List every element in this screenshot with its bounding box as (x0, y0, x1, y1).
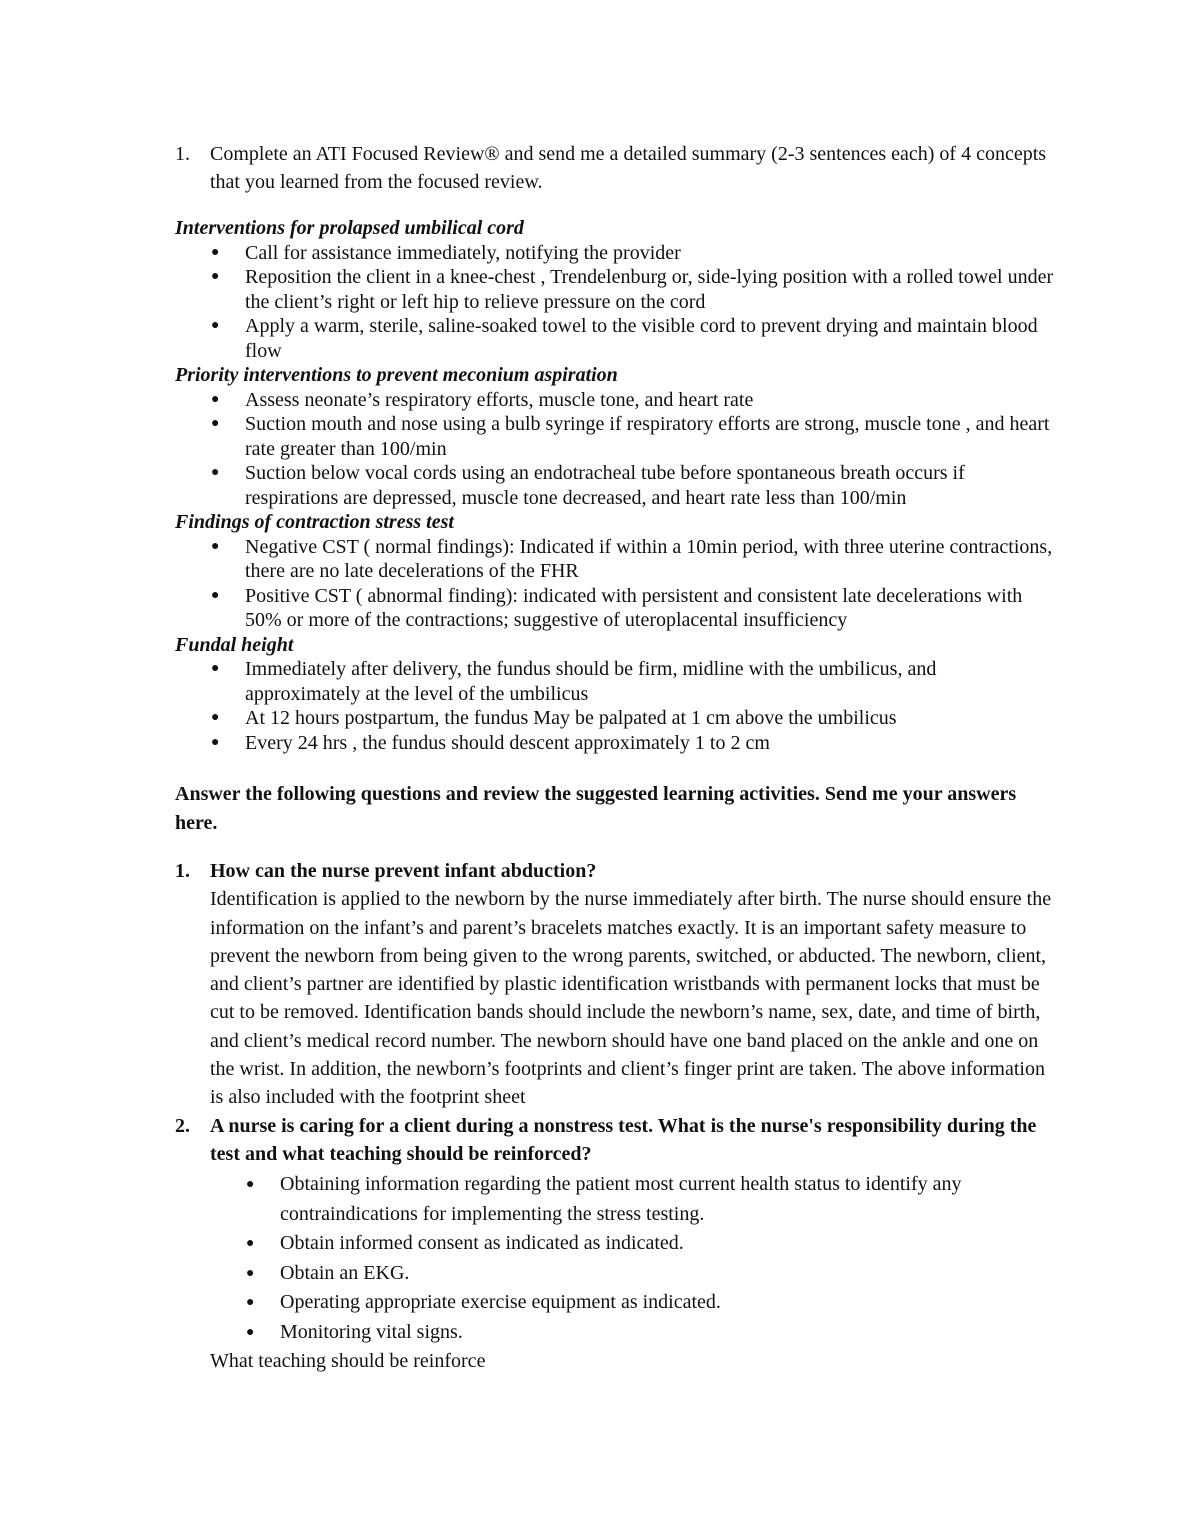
question-answer: Identification is applied to the newborn by the nurse immediately after birth. The nurse should ensure the information on the infant’s and parent’s bracelets matches exactly. It is an important safety measure to prevent the newborn from being given to the wrong parents, switched, or abducted. The newborn, client, and client’s partner are identified by plastic identification wristbands with permanent locks that must be cut to be removed. Identification bands should include the newborn’s name, sex, date, and time of birth, and client’s medical record number. The newborn should have one band placed on the ankle and one on the wrist. In addition, the newborn’s footprints and client’s finger print are taken. The above information is also included with the footprint sheet (210, 888, 1052, 1109)
bullet-icon: ● (246, 1324, 255, 1340)
section-prolapsed-cord (175, 216, 1055, 363)
bullet-icon: ● (211, 318, 220, 333)
intro-text: Complete an ATI Focused Review® and send me a detailed summary (2-3 sentences each) of 4 concepts that you learned from the focused review. (210, 143, 1047, 193)
bullet-icon: ● (246, 1295, 255, 1311)
list-item (175, 535, 1055, 584)
list-item (175, 388, 1055, 413)
question-trailing-text: What teaching should be reinforce (210, 1350, 486, 1373)
section-heading: Findings of contraction stress test (175, 511, 454, 533)
list-item (175, 412, 1055, 461)
list-item-text: Obtaining information regarding the patient most current health status to identify any contraindications for implementing the stress testing. (280, 1173, 962, 1225)
question-title: A nurse is caring for a client during a nonstress test. What is the nurse's responsibility during the test and what teaching should be reinforced? (210, 1114, 1037, 1165)
list-item-text: Obtain an EKG. (280, 1261, 410, 1284)
list-item (210, 1229, 1055, 1259)
list-item-text: Immediately after delivery, the fundus should be firm, midline with the umbilicus, and approximately at the level of the umbilicus (245, 658, 937, 705)
list-item (175, 265, 1055, 314)
section-heading: Priority interventions to prevent meconium aspiration (175, 364, 618, 386)
question-number: 2. (175, 1114, 190, 1137)
list-item-text: Every 24 hrs , the fundus should descent approximately 1 to 2 cm (245, 731, 770, 754)
section-fundal-height (175, 633, 1055, 756)
list-item (210, 1318, 1055, 1348)
question-2 (175, 1112, 1055, 1376)
list-item-text: Call for assistance immediately, notifying the provider (245, 241, 681, 264)
focused-review-sections (175, 216, 1055, 755)
list-item-text: Assess neonate’s respiratory efforts, muscle tone, and heart rate (245, 388, 754, 411)
list-item (210, 1288, 1055, 1318)
section-heading: Interventions for prolapsed umbilical cord (175, 217, 524, 239)
list-item (210, 1259, 1055, 1289)
list-item-text: Suction mouth and nose using a bulb syringe if respiratory efforts are strong, muscle tone , and heart rate greater than 100/min (245, 413, 1050, 460)
section-heading: Fundal height (175, 633, 294, 656)
list-item (175, 731, 1055, 756)
bullet-icon: ● (246, 1265, 255, 1281)
list-item-text: At 12 hours postpartum, the fundus May be palpated at 1 cm above the umbilicus (245, 707, 897, 729)
bullet-icon: ● (211, 710, 220, 725)
list-item-text: Negative CST ( normal findings): Indicated if within a 10min period, with three uterine contractions, there are no late decelerations of the FHR (245, 535, 1053, 582)
bullet-icon: ● (211, 587, 220, 603)
intro-number: 1. (175, 143, 190, 165)
section-meconium-aspiration (175, 363, 1055, 510)
list-item (175, 314, 1055, 363)
bullet-icon: ● (211, 269, 220, 284)
question-title: How can the nurse prevent infant abduction? (210, 860, 597, 882)
bullet-icon: ● (211, 416, 220, 431)
answer-instructions-heading: Answer the following questions and review the suggested learning activities. Send me your answers here. (175, 783, 1017, 834)
bullet-icon: ● (211, 244, 220, 260)
bullet-icon: ● (211, 661, 220, 676)
list-item-text: Positive CST ( abnormal finding): indicated with persistent and consistent late decelerations with 50% or more of the contractions; suggestive of uteroplacental insufficiency (245, 584, 1023, 631)
bullet-icon: ● (246, 1236, 255, 1252)
question-number: 1. (175, 860, 190, 882)
list-item (175, 657, 1055, 706)
intro-instruction (175, 140, 1055, 196)
list-item (175, 706, 1055, 731)
list-item (210, 1170, 1055, 1229)
bullet-icon: ● (211, 465, 220, 480)
list-item-text: Apply a warm, sterile, saline-soaked towel to the visible cord to prevent drying and maintain blood flow (245, 315, 1038, 362)
list-item (175, 241, 1055, 266)
list-item-text: Monitoring vital signs. (280, 1320, 463, 1343)
list-item-text: Suction below vocal cords using an endotracheal tube before spontaneous breath occurs if respirations are depressed, muscle tone decreased, and heart rate less than 100/min (245, 462, 965, 509)
bullet-icon: ● (211, 391, 220, 407)
bullet-icon: ● (246, 1177, 255, 1193)
list-item-text: Operating appropriate exercise equipment as indicated. (280, 1291, 721, 1314)
list-item-text: Obtain informed consent as indicated as indicated. (280, 1232, 684, 1255)
list-item (175, 584, 1055, 633)
list-item (175, 461, 1055, 510)
questions-list (175, 857, 1055, 1376)
question-1 (175, 857, 1055, 1112)
list-item-text: Reposition the client in a knee-chest , Trendelenburg or, side-lying position with a rolled towel under the client’s right or left hip to relieve pressure on the cord (245, 266, 1054, 313)
bullet-icon: ● (211, 538, 220, 554)
bullet-icon: ● (211, 734, 220, 750)
section-contraction-stress-test (175, 510, 1055, 633)
